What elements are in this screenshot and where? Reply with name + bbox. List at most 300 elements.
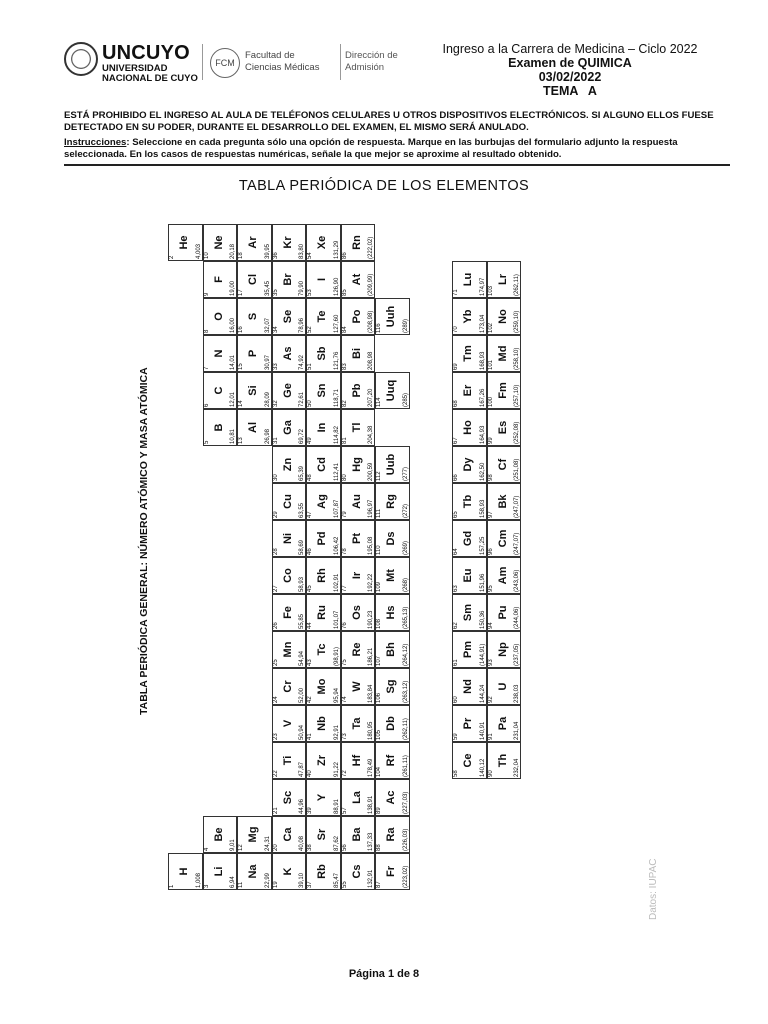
- element-symbol: Ds: [385, 531, 397, 546]
- element-symbol: Sr: [316, 828, 328, 841]
- atomic-number: 9: [203, 292, 210, 296]
- atomic-mass: 72,61: [299, 391, 305, 407]
- element-cell-he: [168, 224, 203, 261]
- element-cell-cs: [341, 853, 376, 890]
- atomic-number: 46: [307, 548, 313, 555]
- atomic-number: 60: [453, 696, 459, 703]
- atomic-number: 2: [169, 255, 175, 259]
- element-cell-ge: [272, 372, 307, 409]
- atomic-mass: 207,20: [368, 388, 374, 407]
- element-cell-in: [306, 409, 341, 446]
- atomic-number: 88: [376, 844, 382, 851]
- fcm-logo-icon: FCM: [210, 48, 240, 78]
- atomic-number: 83: [341, 363, 348, 370]
- element-symbol: Cu: [281, 494, 294, 509]
- element-symbol: Ga: [281, 420, 294, 435]
- element-cell-u: [487, 668, 522, 705]
- element-symbol: Sg: [385, 679, 397, 694]
- atomic-number: 94: [487, 622, 494, 629]
- atomic-mass: 140,12: [479, 758, 486, 777]
- atomic-mass: (272): [402, 503, 409, 518]
- element-cell-cd: [306, 446, 341, 483]
- element-symbol: K: [281, 867, 294, 876]
- atomic-mass: 47,87: [299, 761, 305, 777]
- atomic-mass: 112,41: [333, 463, 340, 481]
- atomic-number: 41: [307, 733, 313, 740]
- element-cell-se: [272, 298, 307, 335]
- atomic-mass: (252,08): [514, 421, 520, 444]
- divider: [340, 44, 341, 80]
- atomic-mass: (264,12): [402, 643, 409, 666]
- exam-date: 03/02/2022: [538, 70, 602, 84]
- atomic-mass: (222,02): [368, 236, 374, 259]
- element-symbol: Os: [350, 605, 363, 620]
- element-symbol: Tm: [462, 345, 474, 362]
- atomic-number: 96: [487, 548, 494, 555]
- atomic-mass: 178,49: [368, 758, 374, 777]
- atomic-mass: 174,97: [479, 277, 486, 296]
- atomic-mass: 85,47: [333, 872, 340, 888]
- atomic-number: 105: [376, 729, 382, 740]
- element-cell-pr: [452, 705, 487, 742]
- element-symbol: Sc: [281, 790, 294, 805]
- atomic-mass: 16,00: [230, 317, 236, 333]
- atomic-mass: 138,91: [368, 795, 374, 814]
- direction-line1: Dirección de: [345, 50, 398, 61]
- instructions: [64, 137, 730, 161]
- element-symbol: Dy: [462, 457, 474, 472]
- element-cell-ag: [306, 483, 341, 520]
- atomic-number: 29: [272, 511, 279, 518]
- atomic-mass: 92,91: [333, 724, 340, 740]
- atomic-number: 39: [307, 807, 313, 814]
- element-cell-ra: [375, 816, 410, 853]
- element-cell-mo: [306, 668, 341, 705]
- atomic-mass: (257,10): [514, 384, 520, 407]
- atomic-mass: 39,10: [299, 872, 305, 888]
- element-symbol: Db: [385, 716, 397, 731]
- element-symbol: Cf: [496, 458, 509, 471]
- element-cell-v: [272, 705, 307, 742]
- faculty-line1: Facultad de: [245, 50, 295, 61]
- atomic-mass: (289): [402, 318, 409, 333]
- element-symbol: Hs: [385, 605, 397, 620]
- atomic-number: 38: [307, 844, 313, 851]
- atomic-number: 33: [272, 363, 279, 370]
- source-note: Datos: IUPAC: [648, 858, 659, 920]
- atomic-mass: 58,93: [299, 576, 305, 592]
- element-symbol: Te: [316, 310, 328, 323]
- element-cell-mn: [272, 631, 307, 668]
- element-cell-ce: [452, 742, 487, 779]
- atomic-mass: (261,11): [402, 755, 409, 777]
- element-cell-te: [306, 298, 341, 335]
- atomic-number: 72: [341, 770, 348, 777]
- element-cell-bk: [487, 483, 522, 520]
- atomic-mass: 167,26: [479, 388, 486, 407]
- atomic-mass: 231,04: [514, 721, 520, 740]
- element-cell-th: [487, 742, 522, 779]
- element-cell-fe: [272, 594, 307, 631]
- element-cell-lu: [452, 261, 487, 298]
- atomic-mass: 195,08: [368, 536, 374, 555]
- element-symbol: Sb: [316, 346, 328, 361]
- atomic-number: 55: [341, 881, 348, 888]
- element-cell-zr: [306, 742, 341, 779]
- atomic-number: 54: [307, 252, 313, 259]
- atomic-number: 106: [376, 692, 382, 703]
- element-cell-cu: [272, 483, 307, 520]
- atomic-number: 89: [376, 807, 382, 814]
- atomic-number: 103: [487, 285, 494, 296]
- element-symbol: Uuh: [385, 305, 397, 328]
- element-symbol: N: [212, 349, 225, 358]
- element-symbol: U: [496, 682, 509, 691]
- element-cell-au: [341, 483, 376, 520]
- element-symbol: Mn: [281, 641, 294, 658]
- element-symbol: Yb: [462, 309, 474, 324]
- atomic-number: 78: [341, 548, 348, 555]
- element-symbol: Th: [496, 753, 509, 768]
- atomic-number: 30: [272, 474, 279, 481]
- atomic-number: 37: [307, 881, 313, 888]
- element-symbol: Mg: [247, 826, 259, 843]
- atomic-mass: 158,93: [479, 499, 486, 518]
- atomic-mass: 101,07: [333, 610, 340, 629]
- atomic-mass: 14,01: [230, 354, 236, 370]
- atomic-number: 100: [487, 396, 494, 407]
- atomic-number: 90: [487, 770, 494, 777]
- element-symbol: Fr: [385, 866, 397, 877]
- header-logos: [64, 42, 424, 92]
- atomic-mass: 20,18: [230, 243, 236, 259]
- element-symbol: Nb: [316, 716, 328, 731]
- atomic-mass: 87,62: [333, 835, 340, 851]
- element-symbol: F: [212, 276, 225, 283]
- atomic-number: 76: [341, 622, 348, 629]
- element-symbol: Pd: [316, 531, 328, 546]
- element-symbol: Bi: [350, 348, 363, 359]
- atomic-mass: (258,10): [514, 347, 520, 370]
- element-cell-rf: [375, 742, 410, 779]
- element-cell-si: [237, 372, 272, 409]
- atomic-number: 53: [307, 289, 313, 296]
- atomic-number: 87: [376, 881, 382, 888]
- atomic-number: 65: [453, 511, 459, 518]
- element-cell-ir: [341, 557, 376, 594]
- atomic-number: 5: [203, 440, 210, 444]
- atomic-mass: 22,99: [264, 872, 271, 888]
- element-cell-sm: [452, 594, 487, 631]
- atomic-number: 62: [453, 622, 459, 629]
- element-cell-tc: [306, 631, 341, 668]
- atomic-mass: 44,96: [299, 798, 305, 814]
- atomic-mass: 52,00: [299, 687, 305, 703]
- atomic-mass: 107,87: [333, 499, 340, 518]
- element-cell-zn: [272, 446, 307, 483]
- element-cell-cm: [487, 520, 522, 557]
- atomic-mass: (277): [402, 466, 409, 481]
- element-cell-al: [237, 409, 272, 446]
- element-cell-h: [168, 853, 203, 890]
- element-cell-br: [272, 261, 307, 298]
- element-cell-nd: [452, 668, 487, 705]
- atomic-number: 7: [203, 366, 210, 370]
- element-cell-ru: [306, 594, 341, 631]
- atomic-number: 80: [341, 474, 348, 481]
- element-cell-sb: [306, 335, 341, 372]
- atomic-mass: 190,23: [368, 610, 374, 629]
- table-caption: TABLA PERIÓDICA GENERAL: NÚMERO ATÓMICO Y MASA ATÓMICA: [138, 367, 150, 715]
- element-symbol: Ag: [316, 494, 328, 509]
- atomic-number: 98: [487, 474, 494, 481]
- atomic-number: 24: [272, 696, 279, 703]
- element-cell-sc: [272, 779, 307, 816]
- element-cell-pu: [487, 594, 522, 631]
- atomic-mass: 95,94: [333, 687, 340, 703]
- divider: [202, 44, 203, 80]
- atomic-mass: 151,96: [479, 573, 486, 592]
- element-cell-at: [341, 261, 376, 298]
- atomic-number: 91: [487, 733, 494, 740]
- atomic-number: 81: [341, 437, 348, 444]
- atomic-mass: 65,39: [299, 465, 305, 481]
- element-cell-pd: [306, 520, 341, 557]
- atomic-mass: 131,29: [333, 240, 340, 259]
- element-cell-er: [452, 372, 487, 409]
- atomic-mass: 232,04: [514, 758, 520, 777]
- element-symbol: Ir: [350, 571, 363, 580]
- atomic-mass: 140,91: [479, 721, 486, 740]
- university-subtitle-line1: UNIVERSIDAD: [102, 63, 168, 74]
- atomic-number: 10: [203, 252, 210, 259]
- element-cell-ds: [375, 520, 410, 557]
- atomic-number: 16: [238, 326, 244, 333]
- atomic-mass: (244,06): [514, 606, 520, 629]
- element-symbol: La: [350, 791, 363, 804]
- atomic-number: 99: [487, 437, 494, 444]
- element-symbol: Mo: [316, 678, 328, 695]
- atomic-number: 107: [376, 655, 382, 666]
- atomic-number: 22: [272, 770, 279, 777]
- atomic-number: 6: [203, 403, 210, 407]
- atomic-number: 111: [376, 508, 382, 518]
- element-symbol: Al: [247, 422, 259, 433]
- element-symbol: Mt: [385, 569, 397, 582]
- atomic-number: 70: [453, 326, 459, 333]
- atomic-number: 12: [238, 844, 244, 851]
- element-symbol: Lu: [462, 272, 474, 287]
- atomic-number: 44: [307, 622, 313, 629]
- atomic-number: 61: [453, 659, 459, 666]
- element-cell-ta: [341, 705, 376, 742]
- atomic-number: 36: [272, 252, 279, 259]
- element-symbol: At: [350, 273, 363, 286]
- element-symbol: Re: [350, 642, 363, 657]
- element-symbol: Ge: [281, 383, 294, 398]
- atomic-mass: (226,03): [402, 828, 409, 851]
- atomic-number: 21: [272, 807, 279, 814]
- element-cell-hs: [375, 594, 410, 631]
- atomic-mass: 83,80: [299, 243, 305, 259]
- element-cell-am: [487, 557, 522, 594]
- atomic-number: 114: [376, 397, 382, 407]
- element-cell-n: [203, 335, 238, 372]
- atomic-mass: (268): [402, 577, 409, 592]
- atomic-mass: 1,008: [195, 872, 202, 888]
- element-symbol: Gd: [462, 530, 474, 547]
- element-symbol: P: [247, 349, 259, 358]
- exam-program: Ingreso a la Carrera de Medicina – Ciclo 2022: [442, 42, 698, 56]
- element-symbol: Na: [247, 864, 259, 879]
- element-symbol: Cd: [316, 457, 328, 472]
- atomic-mass: 24,31: [264, 835, 271, 851]
- atomic-mass: 58,69: [299, 539, 305, 555]
- element-symbol: As: [281, 346, 294, 361]
- atomic-mass: 69,72: [299, 428, 305, 444]
- element-cell-pt: [341, 520, 376, 557]
- element-symbol: In: [316, 422, 328, 433]
- element-symbol: Np: [496, 642, 509, 657]
- element-cell-tl: [341, 409, 376, 446]
- element-cell-sr: [306, 816, 341, 853]
- atomic-number: 26: [272, 622, 279, 629]
- element-symbol: Sn: [316, 383, 328, 398]
- atomic-number: 59: [453, 733, 459, 740]
- element-symbol: Es: [496, 420, 509, 435]
- element-cell-pb: [341, 372, 376, 409]
- exam-info: [420, 42, 720, 98]
- atomic-number: 92: [487, 696, 494, 703]
- atomic-mass: 91,22: [333, 761, 340, 777]
- atomic-number: 42: [307, 696, 313, 703]
- page-footer: Página 1 de 8: [348, 968, 420, 980]
- element-symbol: C: [212, 386, 225, 395]
- element-symbol: Ac: [385, 790, 397, 805]
- element-cell-es: [487, 409, 522, 446]
- element-cell-hg: [341, 446, 376, 483]
- atomic-number: 4: [203, 847, 210, 851]
- atomic-mass: (227,03): [402, 791, 409, 814]
- atomic-number: 23: [272, 733, 279, 740]
- element-symbol: S: [247, 312, 259, 321]
- atomic-mass: 28,09: [264, 391, 271, 407]
- atomic-mass: 168,93: [479, 351, 486, 370]
- element-cell-dy: [452, 446, 487, 483]
- atomic-mass: 55,85: [299, 613, 305, 629]
- atomic-mass: 164,93: [479, 425, 486, 444]
- element-symbol: B: [212, 423, 225, 432]
- element-symbol: Pm: [462, 640, 474, 659]
- atomic-number: 25: [272, 659, 279, 666]
- atomic-number: 95: [487, 585, 494, 592]
- atomic-mass: (223,02): [402, 865, 409, 888]
- element-cell-md: [487, 335, 522, 372]
- element-cell-eu: [452, 557, 487, 594]
- element-cell-bh: [375, 631, 410, 668]
- element-symbol: Fm: [496, 382, 509, 399]
- element-cell-la: [341, 779, 376, 816]
- atomic-number: 84: [341, 326, 348, 333]
- element-cell-y: [306, 779, 341, 816]
- atomic-mass: 79,90: [299, 280, 305, 296]
- element-symbol: Tl: [350, 422, 363, 433]
- element-symbol: O: [212, 312, 225, 321]
- element-symbol: Ca: [281, 827, 294, 842]
- element-cell-i: [306, 261, 341, 298]
- element-symbol: Be: [212, 827, 225, 842]
- atomic-number: 15: [238, 363, 244, 370]
- atomic-number: 77: [341, 585, 348, 592]
- element-symbol: Si: [247, 385, 259, 396]
- element-symbol: Ru: [316, 605, 328, 620]
- atomic-number: 74: [341, 696, 348, 703]
- atomic-mass: 180,95: [368, 721, 374, 740]
- university-seal-icon: [64, 42, 98, 76]
- university-subtitle-line2: NACIONAL DE CUYO: [102, 73, 198, 84]
- element-cell-xe: [306, 224, 341, 261]
- element-cell-ni: [272, 520, 307, 557]
- element-symbol: Ne: [212, 235, 225, 250]
- atomic-mass: (209,99): [368, 273, 374, 296]
- atomic-number: 35: [272, 289, 279, 296]
- atomic-number: 19: [272, 881, 279, 888]
- university-subtitle: [102, 64, 198, 84]
- atomic-number: 82: [341, 400, 348, 407]
- element-symbol: Cs: [350, 864, 363, 879]
- atomic-mass: (144,91): [479, 643, 486, 666]
- element-cell-lr: [487, 261, 522, 298]
- atomic-mass: (263,12): [402, 680, 409, 703]
- element-cell-ba: [341, 816, 376, 853]
- atomic-mass: (243,06): [514, 569, 520, 592]
- atomic-number: 58: [453, 770, 459, 777]
- atomic-number: 18: [238, 252, 244, 259]
- atomic-mass: 121,76: [333, 351, 340, 370]
- element-symbol: Y: [316, 793, 328, 802]
- university-name: UNCUYO: [102, 42, 190, 64]
- atomic-mass: 126,90: [333, 277, 340, 296]
- atomic-number: 104: [376, 766, 382, 777]
- atomic-number: 50: [307, 400, 313, 407]
- element-cell-bi: [341, 335, 376, 372]
- atomic-mass: 196,97: [368, 499, 374, 518]
- element-symbol: Er: [462, 384, 474, 397]
- atomic-number: 63: [453, 585, 459, 592]
- atomic-number: 93: [487, 659, 494, 666]
- element-cell-cl: [237, 261, 272, 298]
- atomic-number: 52: [307, 326, 313, 333]
- element-symbol: Rh: [316, 568, 328, 583]
- atomic-mass: 35,45: [264, 280, 271, 296]
- atomic-number: 8: [203, 329, 210, 333]
- element-symbol: Kr: [281, 236, 294, 249]
- element-cell-fr: [375, 853, 410, 890]
- atomic-number: 13: [238, 437, 244, 444]
- element-cell-nb: [306, 705, 341, 742]
- element-cell-ne: [203, 224, 238, 261]
- atomic-number: 85: [341, 289, 348, 296]
- element-cell-w: [341, 668, 376, 705]
- element-symbol: No: [496, 309, 509, 324]
- atomic-number: 69: [453, 363, 459, 370]
- warning-text: [64, 110, 730, 135]
- element-symbol: Se: [281, 309, 294, 324]
- element-symbol: Ti: [281, 755, 294, 766]
- atomic-mass: 19,00: [230, 280, 236, 296]
- element-symbol: Li: [212, 866, 225, 877]
- atomic-mass: 192,22: [368, 573, 374, 592]
